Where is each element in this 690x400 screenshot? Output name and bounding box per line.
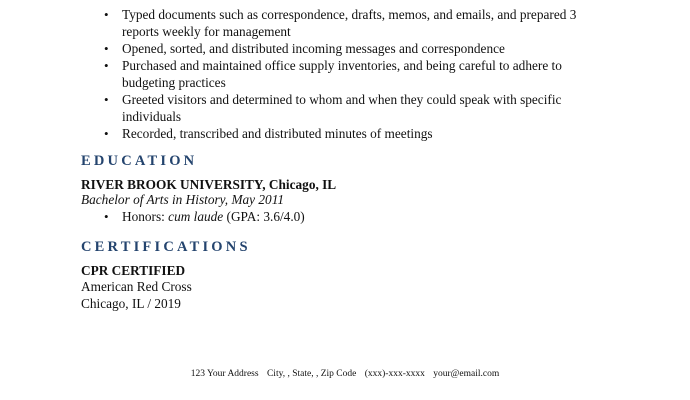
school-name: RIVER BROOK UNIVERSITY, Chicago, IL — [81, 177, 337, 192]
certification-location-date: Chicago, IL / 2019 — [81, 296, 181, 311]
bullet-icon: • — [104, 126, 109, 141]
footer-address: 123 Your Address — [190, 369, 259, 379]
experience-duties-list — [104, 6, 612, 142]
bullet-icon: • — [104, 58, 109, 73]
bullet-icon: • — [104, 7, 109, 22]
duty-text: Typed documents such as correspondence, drafts, memos, and emails, and prepared 3 reports weekly for management — [122, 7, 577, 39]
footer-email: your@email.com — [433, 369, 500, 379]
contact-footer — [0, 369, 690, 379]
degree-line: Bachelor of Arts in History, May 2011 — [81, 192, 285, 207]
honors-value: cum laude — [168, 209, 224, 224]
footer-phone: (xxx)-xxx-xxxx — [364, 369, 425, 379]
list-item — [104, 40, 612, 57]
bullet-icon: • — [104, 92, 109, 107]
certification-organization: American Red Cross — [81, 279, 192, 294]
footer-city-state-zip: City, , State, , Zip Code — [266, 369, 357, 379]
list-item — [104, 208, 305, 225]
honors-label: Honors: — [122, 209, 169, 224]
list-item — [104, 57, 612, 91]
certifications-heading: CERTIFICATIONS — [81, 239, 251, 255]
honors-list — [104, 208, 305, 225]
duty-text: Recorded, transcribed and distributed minutes of meetings — [122, 126, 433, 141]
certification-name: CPR CERTIFIED — [81, 263, 186, 278]
list-item — [104, 91, 612, 125]
duty-text: Opened, sorted, and distributed incoming messages and correspondence — [122, 41, 505, 56]
duty-text: Purchased and maintained office supply inventories, and being careful to adhere to budgeting practices — [122, 58, 562, 90]
duty-text: Greeted visitors and determined to whom and when they could speak with specific individuals — [122, 92, 562, 124]
bullet-icon: • — [104, 41, 109, 56]
bullet-icon: • — [104, 209, 109, 224]
list-item — [104, 125, 612, 142]
list-item — [104, 6, 612, 40]
honors-gpa: (GPA: 3.6/4.0) — [223, 209, 305, 224]
education-heading: EDUCATION — [81, 153, 198, 169]
